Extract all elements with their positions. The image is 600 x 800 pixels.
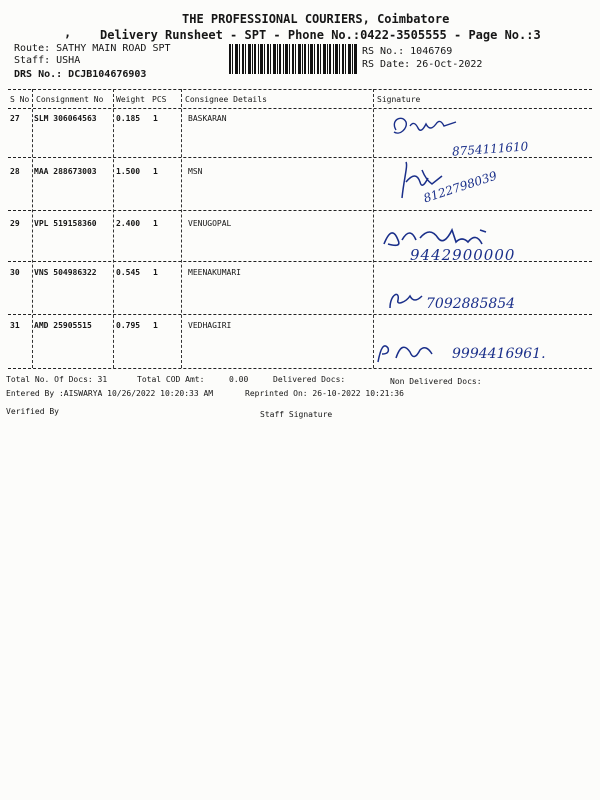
column-divider [181,89,182,368]
row-consignment-no: SLM 306064563 [34,114,97,123]
row-divider [8,210,592,211]
delivered-docs: Delivered Docs: [273,375,346,384]
company-title: THE PROFESSIONAL COURIERS, Coimbatore [182,12,450,26]
column-header-signature: Signature [377,95,421,104]
staff-signature: Staff Signature [260,410,333,419]
barcode-image [229,44,357,74]
comma-mark: , [64,26,72,40]
handwritten-phone: 8122798039 [421,168,499,206]
row-pcs: 1 [153,219,158,228]
row-sno: 30 [10,268,20,277]
row-consignee: VENUGOPAL [188,219,232,228]
row-weight: 0.185 [116,114,141,123]
route-label: Route: SATHY MAIN ROAD SPT [14,43,171,54]
handwritten-phone: 9442900000 [410,246,516,264]
rs-number: RS No.: 1046769 [362,46,453,57]
row-sno: 27 [10,114,20,123]
total-cod-value: 0.00 [229,375,249,384]
verified-by: Verified By [6,407,59,416]
row-sno: 29 [10,219,20,228]
column-header-pcs: PCS [152,95,167,104]
table-bottom-rule [8,368,592,369]
row-consignment-no: VPL 519158360 [34,219,97,228]
row-consignment-no: AMD 25905515 [34,321,92,330]
total-cod-label: Total COD Amt: [137,375,205,384]
rs-date: RS Date: 26-Oct-2022 [362,59,483,70]
column-divider [373,89,374,368]
drs-number: DRS No.: DCJB104676903 [14,69,147,80]
column-header-consignment: Consignment No [36,95,104,104]
row-consignee: VEDHAGIRI [188,321,232,330]
row-consignment-no: MAA 288673003 [34,167,97,176]
total-docs: Total No. Of Docs: 31 [6,375,108,384]
row-pcs: 1 [153,167,158,176]
handwritten-phone: 9994416961. [452,346,546,362]
non-delivered-docs: Non Delivered Docs: [390,377,482,386]
column-header-sno: S No [10,95,30,104]
reprinted-on: Reprinted On: 26-10-2022 10:21:36 [245,389,404,398]
handwritten-phone: 8754111610 [451,139,529,159]
row-consignee: MEENAKUMARI [188,268,241,277]
signature-image [386,288,426,312]
column-divider [32,89,33,368]
row-consignee: BASKARAN [188,114,227,123]
runsheet-title: Delivery Runsheet - SPT - Phone No.:0422-3505555 - Page No.:3 [100,28,541,42]
column-divider [113,89,114,368]
row-consignment-no: VNS 504986322 [34,268,97,277]
row-sno: 31 [10,321,20,330]
column-header-consignee: Consignee Details [185,95,267,104]
row-weight: 2.400 [116,219,141,228]
staff-label: Staff: USHA [14,55,81,66]
handwritten-phone: 7092885854 [426,296,516,312]
row-weight: 0.545 [116,268,141,277]
column-header-weight: Weight [116,95,145,104]
row-divider [8,314,592,315]
signature-image [372,336,438,366]
signature-image [388,112,468,142]
row-pcs: 1 [153,114,158,123]
table-header-rule [8,108,592,109]
row-divider [8,157,592,158]
entered-by: Entered By :AISWARYA 10/26/2022 10:20:33 AM [6,389,214,398]
table-top-rule [8,89,592,90]
row-pcs: 1 [153,321,158,330]
row-consignee: MSN [188,167,203,176]
row-weight: 0.795 [116,321,141,330]
row-sno: 28 [10,167,20,176]
row-weight: 1.500 [116,167,141,176]
row-pcs: 1 [153,268,158,277]
